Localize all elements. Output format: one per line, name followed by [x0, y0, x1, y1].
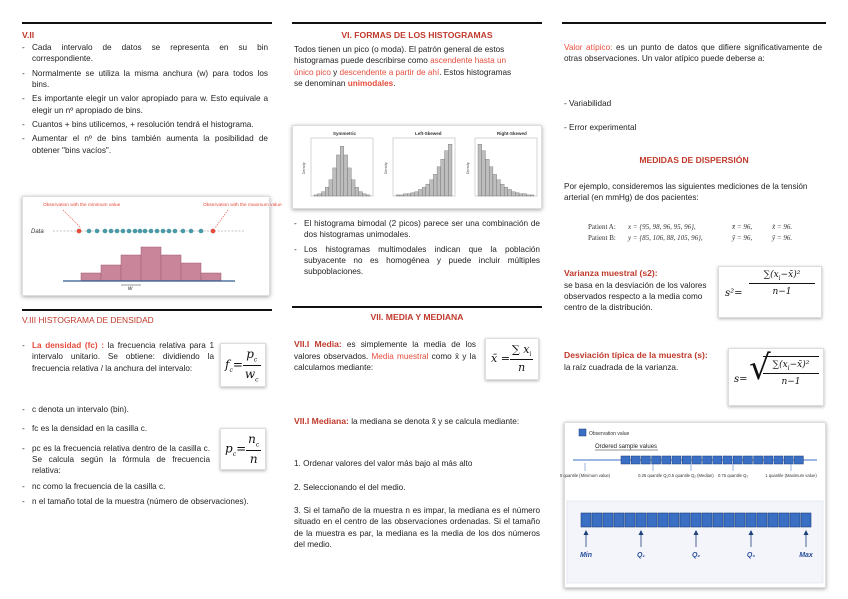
patient-mean: ȳ = 96, — [732, 234, 753, 243]
top-rule-col1 — [22, 22, 272, 24]
w-label: w — [128, 286, 133, 292]
ordered-box — [754, 456, 763, 464]
data-dot — [95, 229, 100, 234]
top-rule-col3 — [562, 22, 826, 24]
value-box — [779, 513, 789, 527]
quantile-labels — [560, 463, 817, 478]
hist-bar — [396, 195, 400, 196]
data-label: Data — [31, 229, 44, 235]
atipico-text: es un punto de datos que difiere significativamente de otras observaciones. Un valor atípico puede deberse a: — [564, 43, 822, 64]
patients-table — [588, 222, 792, 244]
hist-bar — [418, 190, 422, 196]
vi-intro — [294, 44, 518, 89]
media-definition — [294, 339, 476, 373]
hist-bar — [422, 187, 426, 196]
hist-bar — [426, 184, 430, 196]
value-box — [680, 513, 690, 527]
ordered-box — [692, 456, 701, 464]
hist-bar — [530, 195, 534, 196]
hist-bar — [437, 167, 441, 196]
atipico-item-text: Variabilidad — [569, 99, 612, 108]
vi-intro-2: y — [330, 67, 340, 77]
histogram-bin — [181, 263, 201, 281]
density-item: - pc es la frecuencia relativa dentro de la casilla c. Se calcula según la fórmula de frecuencia relativa: — [22, 443, 210, 477]
value-box — [669, 513, 679, 527]
hist-bar — [478, 144, 482, 196]
hist-bar — [329, 180, 333, 196]
section-vii-title: VII. MEDIA Y MEDIANA — [370, 312, 464, 322]
data-dot — [133, 229, 138, 234]
median-step: 2. Seleccionando el del medio. — [294, 483, 406, 492]
value-box — [724, 513, 734, 527]
quantile-label: 0.25 quantile Q₁ — [638, 473, 668, 478]
ordered-box — [631, 456, 640, 464]
media-red: Media muestral — [371, 351, 429, 361]
atipico-item: - Error experimental — [564, 123, 637, 132]
hist-bar — [504, 187, 508, 196]
variance-formula: s²= $\sum(x_i-x̄)^2$ n−1 — [718, 266, 822, 318]
data-dot — [121, 229, 126, 234]
vi-red-1: ascendente hasta un único pico — [294, 56, 507, 77]
value-box — [614, 513, 624, 527]
density-item: - fc es la densidad en la casilla c. — [22, 423, 272, 434]
hist-bar — [415, 192, 419, 196]
patient-values: y = {85, 106, 88, 105, 96}, — [628, 234, 703, 243]
ordered-box — [621, 456, 630, 464]
densidad-term: La densidad (fc) : — [32, 341, 105, 350]
ordered-box — [672, 456, 681, 464]
hist-bar — [493, 174, 497, 196]
hist-bar — [441, 159, 445, 196]
v2-item: - Cuantos + bins utilicemos, + resolución tendrá el histograma. — [22, 119, 268, 130]
patient-mean: x̄ = 96, — [732, 223, 753, 231]
ordered-box — [733, 456, 742, 464]
relative-frequency-formula: $p_c=$ $\frac{n_c}{n}$ — [220, 428, 266, 470]
median-step: 1. Ordenar valores del valor más bajo al más alto — [294, 459, 473, 468]
ordered-box — [774, 456, 783, 464]
hist-bar — [411, 193, 415, 196]
patient-median: x̃ = 96. — [772, 223, 793, 231]
densidad-definition: - La densidad (fc) : la frecuencia relativa para 1 intervalo unitario. Se obtiene: dividiendo la frecuencia relativa / la anchura del intervalo: — [22, 341, 215, 373]
legend-swatch — [579, 429, 586, 436]
vi-item: - Los histogramas multimodales indican que la población subyacente no es homogénea y puede incluir múltiples subpoblaciones. — [294, 244, 540, 278]
hist-bar — [433, 174, 437, 196]
value-box — [713, 513, 723, 527]
value-box — [790, 513, 800, 527]
value-box — [636, 513, 646, 527]
hist-bar — [355, 187, 359, 196]
hist-ylabel: Density — [466, 162, 470, 174]
hist-bar — [325, 187, 329, 196]
ordered-box — [743, 456, 752, 464]
patient-name: Patient B: — [588, 234, 616, 243]
vi-intro-4: . — [393, 78, 396, 88]
ordered-label: Ordered sample values — [595, 444, 658, 450]
patient-name: Patient A: — [588, 223, 616, 231]
media-term: VII.I Media: — [294, 339, 342, 349]
patient-values: x = {95, 98, 96, 95, 96}, — [628, 223, 696, 231]
value-box — [702, 513, 712, 527]
vi-red-3: unimodales — [347, 78, 394, 88]
hist-title: Symmetric — [333, 131, 357, 136]
hist-bar — [403, 194, 407, 196]
varianza-block — [564, 268, 712, 314]
data-dot — [115, 229, 120, 234]
hist-bar — [430, 180, 434, 196]
quartile-label: Min — [579, 552, 593, 559]
ordered-box — [794, 456, 803, 464]
value-box — [801, 513, 811, 527]
data-dot — [103, 229, 108, 234]
hist-title: Left-Skewed — [415, 131, 442, 136]
hist-bar — [407, 194, 411, 196]
value-box — [647, 513, 657, 527]
rule-col1-mid — [22, 309, 272, 311]
value-box — [691, 513, 701, 527]
vi-item: - El histograma bimodal (2 picos) parece ser una combinación de dos histogramas unimodales. — [294, 218, 540, 241]
ordered-box — [703, 456, 712, 464]
symmetric-histogram — [302, 131, 373, 196]
histogram-bin — [141, 247, 161, 281]
histogram-bin — [101, 265, 121, 281]
hist-bar — [318, 194, 322, 196]
data-dot — [167, 229, 172, 234]
value-box — [592, 513, 602, 527]
quartile-svg — [559, 423, 825, 587]
value-box — [581, 513, 591, 527]
v2-item: - Cada intervalo de datos se representa en su bin correspondiente. — [22, 42, 268, 65]
desviacion-text: la raíz cuadrada de la varianza. — [564, 362, 679, 372]
hist-bar — [351, 180, 355, 196]
v2-item: - Es importante elegir un valor apropiado para w. Esto equivale a elegir un nº apropiado de bins. — [22, 93, 268, 116]
histogram-bin — [161, 255, 181, 281]
desviacion-term: Desviación típica de la muestra (s): — [564, 350, 708, 360]
hist-bar — [515, 193, 519, 196]
quartile-label: Q₂ — [691, 552, 701, 559]
hist-bar — [523, 194, 527, 196]
ordered-box — [713, 456, 722, 464]
ordered-box — [662, 456, 671, 464]
hist-bar — [448, 144, 452, 196]
data-dot — [143, 229, 148, 234]
section-vi-title: VI. FORMAS DE LOS HISTOGRAMAS — [341, 30, 493, 40]
median-step: 3. Si el tamaño de la muestra n es impar, la mediana es el número situado en el centro de las observaciones ordenadas. Si el tamaño de la muestra es par, la mediana es la media de los dos números del medio. — [294, 506, 540, 549]
quantile-label: 0.5 quantile Q₂ (Median) — [668, 473, 714, 478]
media-text-2: como x̄ y la calculamos mediante: — [294, 351, 476, 373]
histogram-shapes-figure — [292, 125, 542, 209]
atipico-definition — [564, 42, 822, 65]
hist-bar — [512, 192, 516, 196]
atipico-item-text: Error experimental — [569, 123, 637, 132]
ordered-box — [723, 456, 732, 464]
vi-items — [294, 218, 540, 281]
hist-bar — [359, 192, 363, 196]
mediana-definition — [294, 416, 540, 428]
quartile-label: Q₁ — [637, 552, 645, 559]
quartile-label: Q₃ — [746, 552, 756, 559]
density-item: - n el tamaño total de la muestra (número de observaciones). — [22, 496, 272, 507]
v2-item: - Normalmente se utiliza la misma anchura (w) para todos los bins. — [22, 68, 268, 91]
vi-intro-3: . Estos histogramas se denominan — [294, 67, 512, 88]
dispersion-intro: Por ejemplo, consideremos las siguientes mediciones de la tensión arterial (en mmHg) de dos pacientes: — [564, 182, 808, 203]
max-observation-note: Observation with the maximum value — [203, 203, 282, 208]
mean-formula: x̄ = $\frac{\sum x_i}{n}$ — [485, 338, 539, 380]
max-pointer — [215, 210, 228, 228]
value-box — [658, 513, 668, 527]
left-skewed-histogram — [384, 131, 455, 196]
data-dot — [199, 229, 204, 234]
hist-bar — [348, 168, 352, 196]
data-dot — [109, 229, 114, 234]
section-v3-title-text: V.III HISTOGRAMA DE DENSIDAD — [22, 315, 154, 325]
hist-bar — [336, 155, 340, 196]
value-box — [625, 513, 635, 527]
ordered-box — [764, 456, 773, 464]
hist-bar — [400, 195, 404, 196]
data-dot — [155, 229, 160, 234]
ordered-box — [682, 456, 691, 464]
histogram-bin — [81, 273, 101, 281]
histogram-bin — [201, 273, 221, 281]
quantile-label: 0 quantile (Minimum value) — [559, 473, 611, 478]
hist-bar — [321, 192, 325, 196]
v2-item: - Aumentar el nº de bins también aumenta la posibilidad de obtener "bins vacíos". — [22, 133, 268, 156]
patient-median: ỹ = 96. — [772, 234, 793, 243]
data-dot — [189, 229, 194, 234]
histogram-bins — [81, 247, 221, 281]
hist-bar — [527, 195, 531, 196]
quartile-figure — [559, 422, 826, 588]
ordered-box — [784, 456, 793, 464]
value-box — [768, 513, 778, 527]
top-rule-col2 — [292, 22, 542, 24]
data-dot — [149, 229, 154, 234]
v2-list — [22, 42, 268, 159]
section-v3-title — [22, 315, 154, 327]
min-pointer — [63, 210, 81, 228]
patient-row — [588, 222, 792, 233]
value-box — [757, 513, 767, 527]
density-formula: $f_c=$ $\frac{p_c}{w_c}$ — [220, 343, 266, 387]
hist-bar — [314, 195, 318, 196]
density-item: - c denota un intervalo (bin). — [22, 404, 272, 415]
data-dot — [87, 229, 92, 234]
data-dot — [181, 229, 186, 234]
vi-red-2: descendente a partir de ahí — [339, 67, 440, 77]
histogram-bin — [121, 255, 141, 281]
quartile-label: Max — [799, 552, 813, 559]
hist-bar — [363, 194, 367, 196]
densidad-text: la frecuencia relativa para 1 intervalo unitario. Se obtiene: dividiendo la frecuencia relativa / la anchura del intervalo: — [32, 341, 215, 373]
mediana-text: la mediana se denota x̃ y se calcula mediante: — [348, 417, 520, 426]
hist-bar — [340, 146, 344, 196]
quantile-label: 1 quantile (Maximum value) — [765, 473, 817, 478]
data-dot — [127, 229, 132, 234]
bin-histogram-svg — [23, 197, 282, 295]
hist-ylabel: Density — [302, 162, 306, 174]
mediana-term: VII.I Mediana: — [294, 416, 349, 426]
hist-bar — [489, 167, 493, 196]
quantile-label: 0.75 quantile Q₃ — [717, 473, 749, 478]
section-v2-title: V.II — [22, 30, 35, 40]
media-text-1: es simplemente la media de los valores observados. — [294, 340, 476, 361]
extreme-dot — [211, 229, 216, 234]
patient-row — [588, 233, 792, 244]
atipico-term: Valor atípico: — [564, 43, 613, 52]
min-observation-note: Observation with the minimum value — [43, 203, 121, 208]
bin-histogram-figure — [22, 196, 282, 296]
hist-bar — [497, 180, 501, 196]
value-box — [735, 513, 745, 527]
value-box — [603, 513, 613, 527]
hist-title: Right-Skewed — [497, 131, 527, 136]
hist-bar — [485, 159, 489, 196]
histogram-shapes-svg — [293, 126, 541, 208]
atipico-item: - Variabilidad — [564, 99, 612, 108]
varianza-text: se basa en la desviación de los valores observados respecto a la media como centro de la distribución. — [564, 280, 707, 313]
hist-bar — [519, 194, 523, 196]
hist-bar — [445, 151, 449, 196]
hist-bar — [508, 190, 512, 196]
dispersion-title: MEDIDAS DE DISPERSIÓN — [639, 155, 749, 165]
rule-col2-mid — [292, 306, 542, 308]
hist-bar — [500, 184, 504, 196]
desviacion-block — [564, 350, 712, 373]
data-dot — [138, 229, 143, 234]
hist-bar — [366, 195, 370, 196]
value-box — [746, 513, 756, 527]
vi-intro-1: Todos tienen un pico (o moda). El patrón general de estos histogramas puede describirse como — [294, 45, 505, 66]
data-dot — [161, 229, 166, 234]
std-formula: s= √ $\sum(x_i-x̄)^2$ n−1 — [728, 348, 824, 406]
legend-text: Observation value — [589, 431, 630, 437]
varianza-term: Varianza muestral (s2): — [564, 268, 658, 278]
ordered-box — [641, 456, 650, 464]
hist-bar — [482, 151, 486, 196]
data-dot — [173, 229, 178, 234]
value-boxes — [581, 513, 811, 527]
extreme-dot — [77, 229, 82, 234]
hist-bar — [333, 168, 337, 196]
density-item: - nc como la frecuencia de la casilla c. — [22, 481, 272, 492]
hist-bar — [344, 155, 348, 196]
hist-ylabel: Density — [384, 162, 388, 174]
right-skewed-histogram — [466, 131, 537, 196]
ordered-box — [652, 456, 661, 464]
